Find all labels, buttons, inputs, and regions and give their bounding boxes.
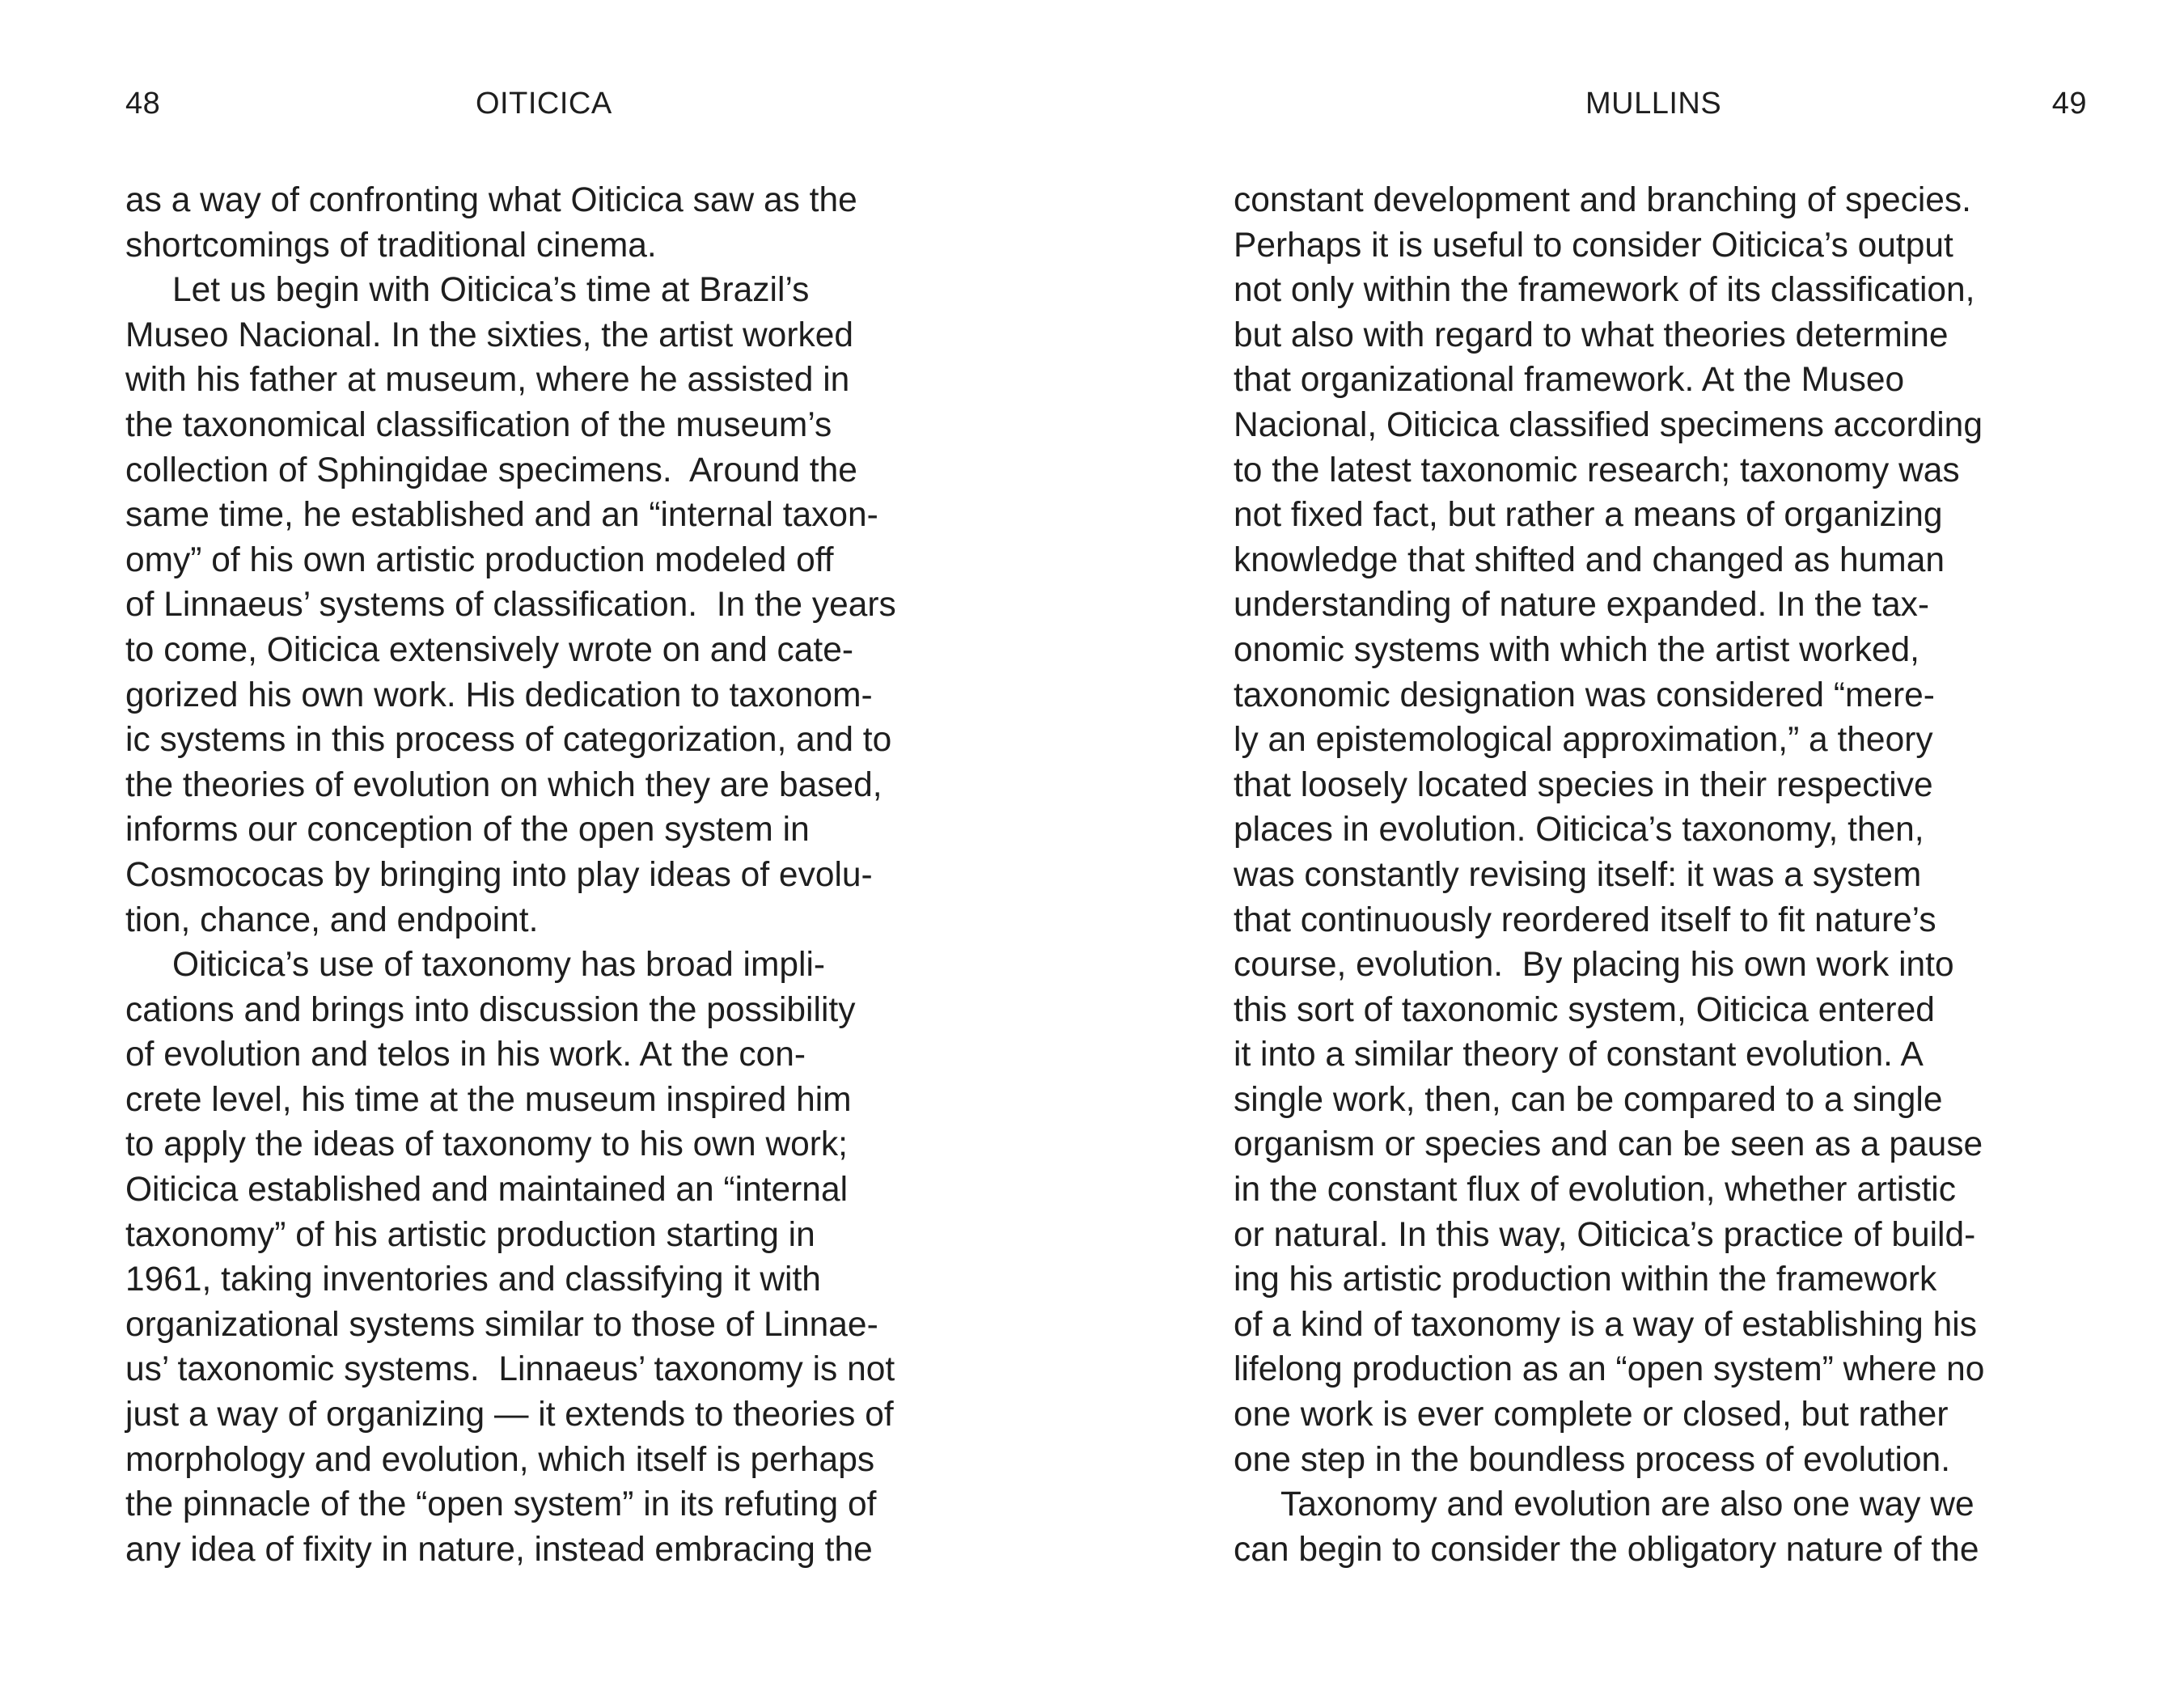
text-line: informs our conception of the open system in <box>125 811 810 850</box>
text-line: morphology and evolution, which itself is perhaps <box>125 1440 875 1479</box>
text-line: taxonomy” of his artistic production starting in <box>125 1215 815 1254</box>
text-line: collection of Sphingidae specimens. Around the <box>125 451 857 489</box>
text-line: but also with regard to what theories determine <box>1234 316 1949 354</box>
text-line: the theories of evolution on which they are based, <box>125 765 882 804</box>
text-line: onomic systems with which the artist worked, <box>1234 630 1919 669</box>
text-line: taxonomic designation was considered “mere- <box>1234 676 1935 714</box>
text-line: with his father at museum, where he assisted in <box>125 361 850 400</box>
text-line: that loosely located species in their respective <box>1234 765 1933 804</box>
text-line: of a kind of taxonomy is a way of establishing his <box>1234 1305 1977 1344</box>
text-line: organism or species and can be seen as a pause <box>1234 1125 1983 1164</box>
text-line: Museo Nacional. In the sixties, the artist worked <box>125 316 853 354</box>
text-line: understanding of nature expanded. In the tax- <box>1234 586 1930 625</box>
text-line: places in evolution. Oiticica’s taxonomy, then, <box>1234 811 1924 850</box>
text-line: Oiticica established and maintained an “internal <box>125 1171 849 1210</box>
text-line: ing his artistic production within the framework <box>1234 1260 1937 1299</box>
text-line: of evolution and telos in his work. At the con- <box>125 1036 806 1074</box>
text-line: gorized his own work. His dedication to taxonom- <box>125 676 873 714</box>
text-line: Perhaps it is useful to consider Oiticica’s output <box>1234 226 1953 265</box>
text-line: that continuously reordered itself to fit nature’s <box>1234 900 1936 939</box>
text-line: Oiticica’s use of taxonomy has broad impli- <box>172 946 826 985</box>
running-head-left: OITICICA <box>476 87 612 121</box>
text-line: cations and brings into discussion the possibility <box>125 990 856 1029</box>
text-line: was constantly revising itself: it was a system <box>1234 855 1922 894</box>
text-line: just a way of organizing — it extends to theories of <box>125 1396 894 1434</box>
text-line: ly an epistemological approximation,” a theory <box>1234 721 1933 760</box>
text-line: shortcomings of traditional cinema. <box>125 226 657 265</box>
text-line: or natural. In this way, Oiticica’s practice of build- <box>1234 1215 1976 1254</box>
text-line: of Linnaeus’ systems of classification. In the years <box>125 586 896 625</box>
text-line: Nacional, Oiticica classified specimens according <box>1234 405 1983 444</box>
text-line: any idea of fixity in nature, instead embracing the <box>125 1530 873 1569</box>
text-line: single work, then, can be compared to a single <box>1234 1080 1943 1119</box>
text-line: course, evolution. By placing his own work into <box>1234 946 1954 985</box>
text-line: omy” of his own artistic production modeled off <box>125 540 834 579</box>
text-line: tion, chance, and endpoint. <box>125 900 539 939</box>
text-line: Taxonomy and evolution are also one way we <box>1280 1485 1974 1524</box>
body-text-left <box>125 178 896 1572</box>
text-line: organizational systems similar to those of Linnae- <box>125 1305 878 1344</box>
text-line: one step in the boundless process of evolution. <box>1234 1440 1951 1479</box>
text-line: crete level, his time at the museum inspired him <box>125 1080 852 1119</box>
page-number-left: 48 <box>125 87 161 121</box>
text-line: one work is ever complete or closed, but rather <box>1234 1396 1949 1434</box>
text-line: to come, Oiticica extensively wrote on and cate- <box>125 630 853 669</box>
text-line: not only within the framework of its classification, <box>1234 271 1975 310</box>
text-line: can begin to consider the obligatory nature of the <box>1234 1530 1979 1569</box>
text-line: to the latest taxonomic research; taxonomy was <box>1234 451 1960 489</box>
text-line: it into a similar theory of constant evolution. A <box>1234 1036 1924 1074</box>
text-line: ic systems in this process of categorization, and to <box>125 721 892 760</box>
text-line: as a way of confronting what Oiticica saw as the <box>125 181 857 219</box>
text-line: the taxonomical classification of the museum’s <box>125 405 832 444</box>
body-text-right <box>1234 178 1984 1572</box>
right-page <box>1092 0 2184 1699</box>
text-line: not fixed fact, but rather a means of organizing <box>1234 496 1943 535</box>
text-line: the pinnacle of the “open system” in its refuting of <box>125 1485 877 1524</box>
text-line: that organizational framework. At the Museo <box>1234 361 1905 400</box>
text-line: Cosmococas by bringing into play ideas of evolu- <box>125 855 873 894</box>
text-line: knowledge that shifted and changed as human <box>1234 540 1945 579</box>
text-line: Let us begin with Oiticica’s time at Brazil’s <box>172 271 810 310</box>
text-line: in the constant flux of evolution, whether artistic <box>1234 1171 1956 1210</box>
text-line: to apply the ideas of taxonomy to his own work; <box>125 1125 848 1164</box>
page-number-right: 49 <box>2051 87 2087 121</box>
text-line: us’ taxonomic systems. Linnaeus’ taxonomy is not <box>125 1350 895 1389</box>
text-line: 1961, taking inventories and classifying it with <box>125 1260 821 1299</box>
text-line: same time, he established and an “internal taxon- <box>125 496 878 535</box>
running-head-right: MULLINS <box>1585 87 1722 121</box>
text-line: constant development and branching of species. <box>1234 181 1971 219</box>
text-line: this sort of taxonomic system, Oiticica entered <box>1234 990 1935 1029</box>
text-line: lifelong production as an “open system” where no <box>1234 1350 1985 1389</box>
